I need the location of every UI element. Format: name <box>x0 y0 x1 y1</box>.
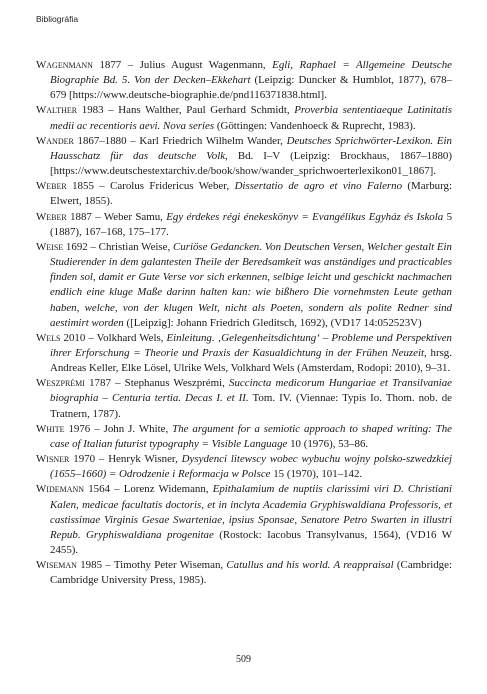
entry-key: Wagenmann 1877 <box>36 59 122 71</box>
entry-title: Curiöse Gedancken. Von Deutschen Versen, Welcher gestalt Ein Studierender in dem galantesten Theile der Beredsamkeit was anständiges und practicables finden sol, damit er Gute Verse vor sich erkennen, selbige leicht und geschickt nachmachen endlich eine kluge Maße darinn halten kan: wie bißhero Die vornehmsten Leute gethan haben, welche, von der klugen Welt, nicht als Poeten, sondern als polite Redner sind aestimirt worden <box>50 240 453 329</box>
bibliography-entry <box>36 422 452 452</box>
entry-authors: – Julius August Wagenmann, <box>121 59 273 71</box>
bibliography-entry <box>36 558 452 588</box>
entry-publication: 10 (1976), 53–86. <box>287 437 369 450</box>
bibliography-entry <box>36 452 452 482</box>
entry-key: White 1976 <box>36 422 91 435</box>
entry-key: Weise 1692 <box>36 240 88 253</box>
entry-authors: – Timothy Peter Wiseman, <box>102 559 227 572</box>
entry-key: Weszprémi 1787 <box>36 377 111 390</box>
entry-title: Dissertatio de agro et vino Falerno <box>234 180 403 193</box>
entry-authors: – Christian Weise, <box>87 240 173 253</box>
entry-authors: – Lorenz Widemann, <box>109 483 213 496</box>
entry-title: Succincta medicorum Hungariae et Transilvaniae biographia – Centuria tertia. Decas I. et II. <box>50 377 452 405</box>
entry-key: Wisner 1970 <box>36 453 96 466</box>
entry-authors: – Hans Walther, Paul Gerhard Schmidt, <box>103 104 295 117</box>
entry-title: Deutsches Sprichwörter-Lexikon. Ein Hausschatz für das deutsche Volk <box>50 134 452 162</box>
entry-publication: , Bd. I–V (Leipzig: Brockhaus, 1867–1880) [https://www.deutschestextarchiv.de/book/show/wander_sprichwoerterlexikon01_1867]. <box>50 149 452 178</box>
bibliography-entry <box>36 376 452 421</box>
entry-key: Wander 1867–1880 <box>36 134 127 147</box>
entry-title: Proverbia sententiaeque Latinitatis medii ac recentioris aevi. Nova series <box>50 104 452 132</box>
bibliography-list <box>36 58 452 588</box>
bibliography-entry <box>36 482 452 558</box>
entry-publication: Tom. IV. (Viennae: Typis Io. Thom. nob. de Tratnern, 1787). <box>50 392 452 420</box>
entry-title: Epithalamium de nuptiis clarissimi viri D. Christiani Kalen, medicae facultatis doctoris, et in inclyta Academia Gryphiswaldiana Professoris, et castissimae Virginis Gesae Swarteniae, ipsius Sponsae, Senatore Petro Swarten in illustri Repub. Gryphiswaldiana progenitae <box>50 483 452 541</box>
entry-authors: – Volkhard Wels, <box>85 331 167 344</box>
bibliography-entry <box>36 134 452 179</box>
entry-authors: – Carolus Fridericus Weber, <box>93 180 235 193</box>
entry-title: Catullus and his world. A reappraisal <box>226 559 394 572</box>
entry-title: Egli, Raphael = Allgemeine Deutsche Biographie Bd. 5. Von der Decken–Ekkehart <box>50 59 453 87</box>
bibliography-entry <box>36 179 452 209</box>
running-header: Bibliográfia <box>36 14 79 24</box>
entry-key: Wels 2010 <box>36 331 86 344</box>
entry-publication: 15 (1970), 101–142. <box>270 468 363 481</box>
entry-title: Dysydenci litewscy wobec wybuchu wojny polsko-szwedzkiej (1655–1660) = Odrodzenie i Reformacja w Polsce <box>50 453 452 481</box>
entry-publication: (Leipzig: Duncker & Humblot, 1877), 678–679 [https://www.deutsche-biographie.de/pnd116371838.html]. <box>50 74 453 102</box>
page-number: 509 <box>236 654 251 665</box>
entry-key: Wiseman 1985 <box>36 559 103 572</box>
bibliography-entry <box>36 210 452 240</box>
entry-key: Walther 1983 <box>36 104 104 117</box>
entry-publication: (Göttingen: Vandenhoeck & Ruprecht, 1983). <box>214 119 416 132</box>
bibliography-entry <box>36 331 452 376</box>
entry-key: Widemann 1564 <box>36 483 110 496</box>
entry-authors: – Stephanus Weszprémi, <box>110 377 230 390</box>
entry-authors: – Henryk Wisner, <box>95 453 182 466</box>
entry-authors: – Weber Samu, <box>91 210 167 223</box>
bibliography-entry <box>36 103 452 133</box>
entry-publication: (Rostock: Iacobus Transylvanus, 1564), (VD16 W 2455). <box>50 528 452 556</box>
entry-key: Weber 1887 <box>36 210 92 223</box>
entry-title: Egy érdekes régi énekeskönyv = Evangélikus Egyház és Iskola <box>166 210 444 223</box>
entry-publication: ([Leipzig]: Johann Friedrich Gleditsch, 1692), (VD17 14:052523V) <box>123 316 422 329</box>
entry-authors: – Karl Friedrich Wilhelm Wander, <box>126 134 287 147</box>
entry-title: The argument for a semiotic approach to shaped writing: The case of Italian futurist typography = Visible Language <box>50 422 452 450</box>
entry-authors: – John J. White, <box>90 422 173 435</box>
entry-title: Einleitung. ‚Gelegenheitsdichtung‘ – Probleme und Perspektiven ihrer Erforschung = Theorie und Praxis der Kasualdichtung in der Frühen Neuzeit <box>50 331 452 359</box>
entry-publication: (Cambridge: Cambridge University Press, 1985). <box>50 559 452 587</box>
entry-key: Weber 1855 <box>36 180 94 193</box>
bibliography-entry <box>36 58 452 103</box>
entry-publication: (Marburg: Elwert, 1855). <box>50 180 452 208</box>
entry-publication: 5 (1887), 167–168, 175–177. <box>50 210 453 238</box>
entry-publication: , hrsg. Andreas Keller, Elke Lösel, Ulrike Wels, Volkhard Wels (Amsterdam, Rodopi: 2010), 9–31. <box>50 346 452 375</box>
bibliography-entry <box>36 240 452 331</box>
